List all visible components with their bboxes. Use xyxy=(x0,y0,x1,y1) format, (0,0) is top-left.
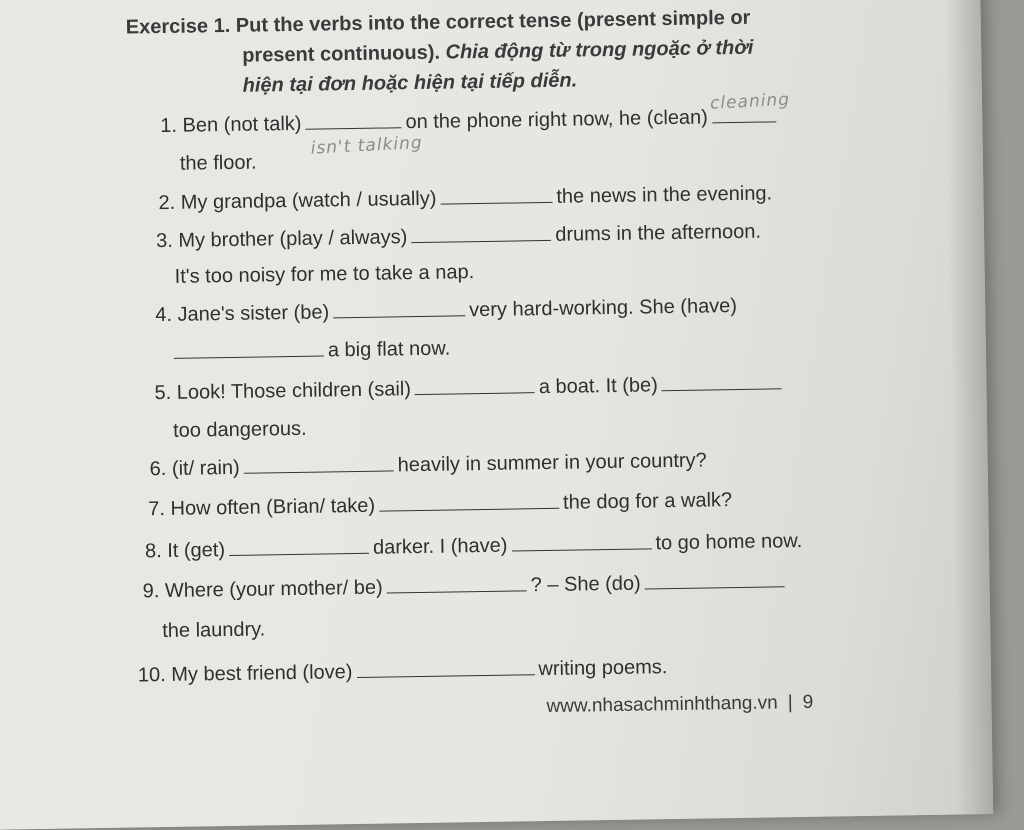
exercise-item-7 xyxy=(148,487,732,522)
answer-blank-5a[interactable] xyxy=(415,374,535,395)
answer-blank-7[interactable] xyxy=(379,490,559,512)
answer-blank-9b[interactable] xyxy=(645,568,785,589)
item-4-end: a big flat now. xyxy=(327,337,451,362)
item-9-continuation: ? – She (do) xyxy=(530,572,641,597)
answer-blank-2[interactable] xyxy=(440,184,552,205)
answer-blank-3[interactable] xyxy=(411,222,551,243)
page-footer xyxy=(546,692,813,718)
page-spine-shadow xyxy=(944,0,993,815)
item-5-continuation: a boat. It (be) xyxy=(538,374,659,399)
exercise-item-6 xyxy=(150,447,707,482)
item-2-prompt: 2. My grandpa (watch / usually) xyxy=(158,187,437,215)
answer-blank-8b[interactable] xyxy=(511,530,651,551)
item-1-prompt: 1. Ben (not talk) xyxy=(160,112,302,138)
answer-blank-6[interactable] xyxy=(244,452,394,473)
answer-blank-4a[interactable] xyxy=(333,297,465,318)
exercise-item-4 xyxy=(155,293,737,328)
item-3-continuation: drums in the afternoon. xyxy=(555,220,762,246)
item-9-end: the laundry. xyxy=(162,618,266,643)
answer-blank-1a[interactable] xyxy=(305,109,401,130)
exercise-item-3 xyxy=(156,219,761,254)
exercise-item-1 xyxy=(160,103,780,139)
item-8-prompt: 8. It (get) xyxy=(144,539,226,563)
item-4-prompt: 4. Jane's sister (be) xyxy=(155,301,330,327)
heading-line-1: Exercise 1. Put the verbs into the correct tense (present simple or xyxy=(125,6,751,39)
item-9-prompt: 9. Where (your mother/ be) xyxy=(142,576,383,603)
item-1-continuation: on the phone right now, he (clean) xyxy=(405,106,709,134)
exercise-item-5 xyxy=(154,370,786,406)
exercise-item-2 xyxy=(158,180,772,216)
exercise-item-1-line-2 xyxy=(180,150,257,177)
heading-line-2-vi: Chia động từ trong ngoặc ở thời xyxy=(445,36,754,64)
item-5-end: too dangerous. xyxy=(172,417,307,442)
exercise-item-9-line-2 xyxy=(162,616,265,644)
exercise-item-8 xyxy=(145,528,803,564)
item-7-continuation: the dog for a walk? xyxy=(562,489,733,514)
answer-blank-5b[interactable] xyxy=(662,370,782,391)
handwritten-answer-1a: isn't talking xyxy=(310,132,424,159)
exercise-item-4-line-2 xyxy=(174,336,451,366)
exercise-item-5-line-2 xyxy=(173,416,307,444)
item-1-end: the floor. xyxy=(179,151,257,175)
item-6-prompt: 6. (it/ rain) xyxy=(149,456,240,481)
exercise-item-3-line-2 xyxy=(174,259,474,290)
handwritten-answer-1b: cleaning xyxy=(709,89,791,114)
item-10-prompt: 10. My best friend (love) xyxy=(137,661,353,687)
item-7-prompt: 7. How often (Brian/ take) xyxy=(148,494,376,521)
item-5-prompt: 5. Look! Those children (sail) xyxy=(154,378,412,405)
page-number: 9 xyxy=(802,691,814,714)
item-6-continuation: heavily in summer in your country? xyxy=(397,449,707,477)
item-10-continuation: writing poems. xyxy=(538,656,668,681)
exercise-heading xyxy=(126,1,847,102)
item-8-continuation: darker. I (have) xyxy=(372,534,508,559)
item-3-end: It's too noisy for me to take a nap. xyxy=(174,261,475,288)
answer-blank-10[interactable] xyxy=(356,656,534,678)
answer-blank-9a[interactable] xyxy=(386,572,526,593)
exercise-item-10 xyxy=(138,654,668,688)
item-8-end: to go home now. xyxy=(655,529,803,555)
heading-line-2-en: present continuous). xyxy=(242,41,441,67)
item-4-continuation: very hard-working. She (have) xyxy=(468,294,738,322)
item-2-continuation: the news in the evening. xyxy=(556,182,773,208)
exercise-item-9 xyxy=(142,568,789,604)
footer-separator: | xyxy=(787,692,793,714)
heading-line-3: hiện tại đơn hoặc hiện tại tiếp diễn. xyxy=(242,69,578,97)
answer-blank-4b[interactable] xyxy=(174,337,324,358)
answer-blank-8a[interactable] xyxy=(229,535,369,556)
item-3-prompt: 3. My brother (play / always) xyxy=(155,226,408,253)
publisher-url: www.nhasachminhthang.vn xyxy=(546,692,778,718)
